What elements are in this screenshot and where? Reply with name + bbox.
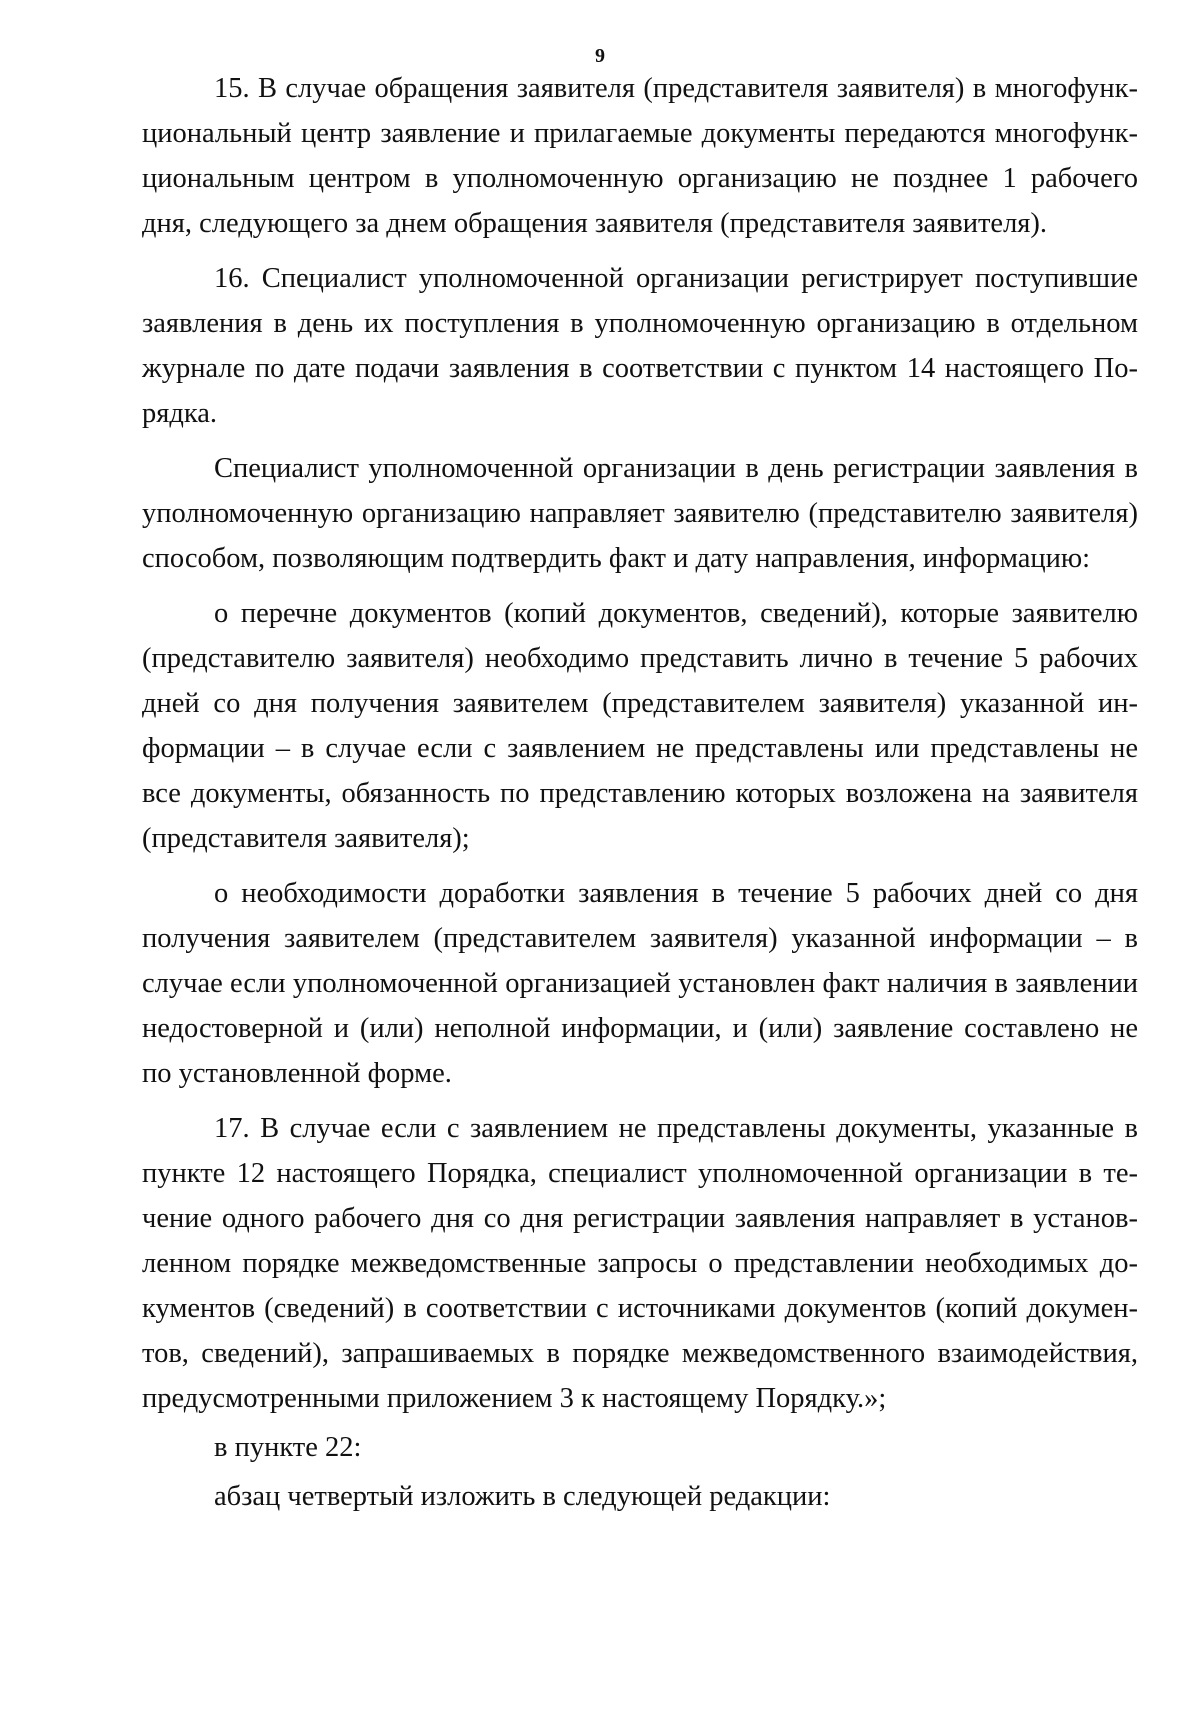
paragraph-15: 15. В случае обращения заявителя (представителя заявителя) в многофункциональный центр заявление и прилагаемые документы передаются многофункциональным центром в уполномоченную организацию не позднее 1 рабочего дня, следующего за днем обращения заявителя (представителя заявителя). xyxy=(142,73,1138,239)
paragraph-16: 16. Специалист уполномоченной организации регистрирует поступившие заявления в день их поступления в уполномоченную организацию в отдельном журнале по дате подачи заявления в соответствии с пунктом 14 настоящего Порядка. xyxy=(142,263,1138,429)
paragraph-fourth-abzac: абзац четвертый изложить в следующей редакции: xyxy=(214,1481,831,1512)
paragraph-point-22: в пункте 22: xyxy=(214,1432,362,1463)
paragraph-17: 17. В случае если с заявлением не представлены документы, указанные в пункте 12 настоящего Порядка, специалист уполномоченной организации в течение одного рабочего дня со дня регистрации заявления направляет в установленном порядке межведомственные запросы о представлении необходимых документов (сведений) в соответствии с источниками документов (копий документов, сведений), запрашиваемых в порядке межведомственного взаимодействия, предусмотренными приложением 3 к настоящему Порядку.»; xyxy=(142,1113,1138,1414)
paragraph-specialist-notice: Специалист уполномоченной организации в день регистрации заявления в уполномоченную организацию направляет заявителю (представителю заявителя) способом, позволяющим подтвердить факт и дату направления, информацию: xyxy=(142,453,1138,574)
paragraph-revision-needed: о необходимости доработки заявления в течение 5 рабочих дней со дня получения заявителем (представителем заявителя) указанной информации – в случае если уполномоченной организацией установлен факт наличия в заявлении недостоверной и (или) неполной информации, и (или) заявление составлено не по установленной форме. xyxy=(142,878,1138,1089)
document-body xyxy=(142,66,1138,1519)
paragraph-documents-list: о перечне документов (копий документов, сведений), которые заявителю (представителю заявителя) необходимо представить лично в течение 5 рабочих дней со дня получения заявителем (представителем заявителя) указанной информации – в случае если с заявлением не представлены или представлены не все документы, обязанность по представлению которых возложена на заявителя (представителя заявителя); xyxy=(142,598,1138,854)
page-number: 9 xyxy=(595,45,605,67)
